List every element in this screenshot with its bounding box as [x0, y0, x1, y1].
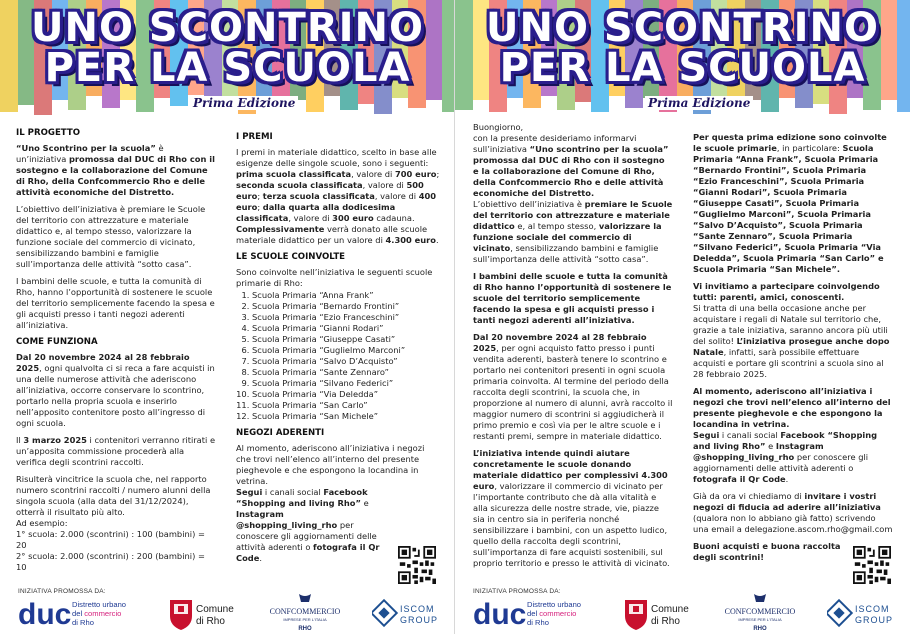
promossa-label: INIZIATIVA PROMOSSA DA:: [18, 588, 106, 595]
col2-instagram: Instagram @shopping_living_rho: [693, 441, 824, 462]
negozi-heading: NEGOZI ADERENTI: [236, 428, 325, 438]
school-list-item: 12. Scuola Primaria “San Michele”: [252, 411, 440, 422]
negozi-t2: e: [360, 498, 369, 508]
premi-total: Complessivamente verrà donato alle scuole materiale didattico per un valore di 4.300 euro.: [236, 224, 439, 245]
duc-line1: Distretto urbano: [527, 600, 582, 609]
scuole-heading: LE SCUOLE COINVOLTE: [236, 252, 346, 262]
school-list-item: 5. Scuola Primaria “Giuseppe Casati”: [252, 334, 440, 345]
conf-city: RHO: [753, 626, 767, 632]
col2-p4-bold: Al momento, aderiscono all’iniziativa i negozi che trovi nell’elenco all’interno del presente pieghevole e che espongono la locandina in vetrina.: [693, 386, 891, 429]
letter-p1-text: con la presente desideriamo informarvi sull’iniziativa: [473, 133, 637, 154]
premi-r2: seconda scuola classificata: [236, 180, 363, 190]
col2-p7-bold: Buoni acquisti e buona raccolta degli scontrini!: [693, 541, 841, 562]
col2-p5-t3: per conoscere gli aggiornamenti delle attività aderenti o: [693, 452, 869, 473]
negozi-t3: per conoscere gli aggiornamenti delle attività aderenti o: [236, 520, 377, 552]
negozi-p1: Al momento, aderiscono all’iniziativa i negozi che trovi nell’elenco all’interno del presente pieghevole e che espongono la locandina in vetrina.: [236, 443, 425, 486]
letter-p2-b2: valorizzare la funzione sociale del commercio di vicinato: [473, 221, 662, 253]
negozi-segui: Segui: [236, 487, 263, 497]
duc-line1: Distretto urbano: [72, 600, 127, 609]
title-line-1: UNO SCONTRINO: [31, 5, 424, 51]
col2-p5-t2: e: [765, 441, 776, 451]
school-list-item: 9. Scuola Primaria “Silvano Federici”: [252, 378, 440, 389]
letter-p3-bold: I bambini delle scuole e tutta la comunità di Rho hanno l’opportunità di sostenere le scuole del territorio semplicemente facendo la spesa e gli acquisti presso i tanti negozi aderenti all’iniziativa.: [473, 271, 672, 325]
rho-line1: Comune: [196, 604, 234, 615]
premi-total-text: verrà donato alle scuole materiale didattico per un valore di: [236, 224, 428, 245]
footer-right: [455, 582, 910, 634]
col2-p5-t4: .: [785, 474, 789, 484]
conf-sub: IMPRESE PER L’ITALIA: [738, 617, 782, 622]
iscom-line2: GROUP: [400, 615, 439, 625]
school-list-item: 4. Scuola Primaria “Gianni Rodari”: [252, 323, 440, 334]
progetto-p3: I bambini delle scuole, e tutta la comunità di Rho, hanno l’opportunità di sostenere le scuole del territorio semplicemente facendo la spesa e gli acquisti presso i tanti negozi aderenti all’iniziativa.: [16, 276, 215, 330]
letter-p2-b1: premiare le Scuole del territorio con attrezzature e materiale didattico: [473, 199, 673, 231]
col2-p3-t1: Si tratta di una bella occasione anche per acquistare i regali di Natale sul territorio che, grazie a tale iniziativa, saranno ancora più utili del solito!: [693, 303, 888, 346]
col2-p6-t1: Già da ora vi chiediamo di: [693, 491, 805, 501]
progetto-heading: IL PROGETTO: [16, 128, 81, 138]
premi-r4-t: , valore di: [288, 213, 333, 223]
duc-line2-b: commercio: [84, 609, 122, 618]
iscom-diamond-icon: [827, 600, 852, 625]
school-list-item: 11. Scuola Primaria “San Carlo”: [252, 400, 440, 411]
come-p2: [16, 435, 216, 468]
letter-p4: [473, 332, 673, 442]
header-band: [0, 0, 455, 118]
promossa-label: INIZIATIVA PROMOSSA DA:: [473, 588, 561, 595]
left-column-2: [236, 132, 440, 570]
letter-p2-t3: , sensibilizzando bambini e famiglie sull’importanza delle attività “sotto casa”.: [473, 243, 659, 264]
progetto-p1-name: “Uno Scontrino per la scuola”: [16, 143, 156, 153]
iscom-line1: ISCOM: [400, 604, 435, 614]
title-line-2: PER LA SCUOLA: [44, 45, 411, 91]
col2-p6-bold: invitare i vostri negozi di fiducia ad aderire all’iniziativa: [693, 491, 881, 512]
edition-label: Prima Edizione: [645, 96, 753, 110]
title-line-1: UNO SCONTRINO: [486, 5, 879, 51]
right-column-1: [473, 122, 673, 575]
title-line-2: PER LA SCUOLA: [499, 45, 866, 91]
premi-intro: I premi in materiale didattico, scelto in base alle esigenze delle singole scuole, sono i seguenti:: [236, 147, 437, 168]
right-page: [455, 0, 910, 634]
letter-p2-t1: L’obiettivo dell’iniziativa è: [473, 199, 585, 209]
premi-r4-v: 300 euro: [332, 213, 374, 223]
col2-p7: [693, 541, 843, 563]
premi-r3-t: , valore di: [374, 191, 419, 201]
header-band-right: [455, 0, 910, 118]
come-p2-pre: Il: [16, 435, 24, 445]
letter-p2-t2: e, al tempo stesso,: [514, 221, 599, 231]
col2-p6-t2: (qualora non lo abbiano già fatto) scrivendo una email a delegazione.ascom.rho@gmail.com: [693, 513, 893, 534]
school-list-item: 2. Scuola Primaria “Bernardo Frontini”: [252, 301, 440, 312]
negozi-t1: i canali social: [262, 487, 324, 497]
letter-p1: [473, 133, 673, 199]
premi-r1-v: 700 euro: [394, 169, 437, 179]
col2-p4: [693, 386, 893, 430]
duc-logo: [16, 598, 156, 630]
letter-p2: [473, 199, 673, 265]
premi-r4: dalla quarta alla dodicesima classificata: [236, 202, 396, 223]
come-p2-date: 3 marzo 2025: [23, 435, 87, 445]
premi-total-label: Complessivamente: [236, 224, 325, 234]
school-list-item: 1. Scuola Primaria “Anna Frank”: [252, 290, 440, 301]
come-p2-text: i contenitori verranno ritirati e un’apposita commissione procederà alla verifica degli scontrini raccolti.: [16, 435, 216, 467]
iscom-line2: GROUP: [855, 615, 894, 625]
confcommercio-logo: [265, 592, 345, 632]
duc-line2-a: del: [527, 609, 540, 618]
progetto-p1: [16, 143, 216, 198]
letter-p5-bold: L’iniziativa intende quindi aiutare concretamente le scuole donando materiale didattico per complessivi 4.300 euro: [473, 448, 668, 491]
col2-p5: [693, 430, 893, 485]
comune-rho-logo: [166, 596, 236, 632]
col2-p1-bold: Per questa prima edizione sono coinvolte le scuole primarie: [693, 132, 887, 153]
negozi-qr: fotografa il Qr Code: [236, 542, 380, 563]
col2-p1: [693, 132, 893, 275]
premi-r2-v: 500 euro: [236, 180, 424, 201]
school-list-item: 8. Scuola Primaria “Sante Zennaro”: [252, 367, 440, 378]
col2-p3-t2: , infatti, sarà possibile effettuare acquisti e portare gli scontrini a scuola sino al 28 febbraio 2025.: [693, 347, 884, 379]
come-heading: COME FUNZIONA: [16, 337, 98, 347]
right-column-2: [693, 132, 893, 569]
conf-city: RHO: [298, 626, 312, 632]
duc-line3: di Rho: [527, 618, 549, 627]
negozi-facebook: Facebook “Shopping and living Rho”: [236, 487, 368, 508]
come-ex1: 1° scuola: 2.000 (scontrini) : 100 (bambini) = 20: [16, 529, 205, 550]
premi-r4-end: cadauna.: [373, 213, 415, 223]
school-list-item: 6. Scuola Primaria “Guglielmo Marconi”: [252, 345, 440, 356]
progetto-p1-text: è un’iniziativa: [16, 143, 164, 164]
letter-p4-dates: Dal 20 novembre 2024 al 28 febbraio 2025: [473, 332, 647, 353]
letter-greeting: Buongiorno,: [473, 122, 524, 132]
school-list-item: 7. Scuola Primaria “Salvo D’Acquisto”: [252, 356, 440, 367]
letter-p1-bold: “Uno scontrino per la scuola” promossa dal DUC di Rho con il sostegno e la collaborazione del Comune di Rho, della Confcommercio Rho e delle attività economiche del Distretto.: [473, 144, 669, 198]
letter-p4-text: , per ogni acquisto fatto presso i punti vendita aderenti, basterà tenere lo scontrino e portarlo nei contenitori presenti in ogni scuola primaria coinvolta. Al termine del periodo della raccolta degli scontrini, la scuola che, in proporzione al numero di alunni, avrà raccolto il maggior numero di scontrini si aggiudicherà il primo premio e così via per le altre scuole e i restanti premi, sempre in materiale didattico.: [473, 343, 673, 441]
come-p1-text: , ogni qualvolta ci si reca a fare acquisti in una delle numerose attività che aderiscono all’iniziativa, occorre conservare lo scontrino, portarlo nella propria scuola e inserirlo nell’apposito contenitore posto all’ingresso di ogni scuola.: [16, 363, 215, 428]
col2-qr: fotografa il Qr Code: [693, 474, 786, 484]
conf-sub: IMPRESE PER L’ITALIA: [283, 617, 327, 622]
premi-total-value: 4.300 euro: [385, 235, 436, 245]
qr-code-icon[interactable]: [853, 546, 891, 584]
come-esempio: Ad esempio:: [16, 518, 68, 528]
progetto-p2: L’obiettivo dell’iniziativa è premiare le Scuole del territorio con attrezzature e materiale didattico e, al tempo stesso, valorizzare la funzione sociale del commercio di vicinato, sensibilizzando bambini e famiglie sull’importanza delle attività “sotto casa”.: [16, 204, 206, 269]
school-list: [236, 290, 440, 422]
scuole-intro: Sono coinvolte nell’iniziativa le seguenti scuole primarie di Rho:: [236, 267, 433, 288]
duc-line2: [527, 609, 576, 618]
col2-p3: [693, 303, 893, 380]
col2-p1-text: , in particolare:: [776, 143, 843, 153]
premi-ranks: prima scuola classificata, valore di 700 euro; seconda scuola classificata, valore di 500 euro; terza scuola classificata, valore di 400 euro; dalla quarta alla dodicesima classificata, valore di 300 euro cadauna.: [236, 169, 440, 223]
col2-segui: Segui: [693, 430, 720, 440]
premi-r1-t: , valore di: [351, 169, 395, 179]
come-ex2: 2° scuola: 2.000 (scontrini) : 200 (bambini) = 10: [16, 551, 205, 572]
negozi-t4: .: [259, 553, 262, 563]
rho-line2: di Rho: [196, 616, 225, 627]
premi-r2-t: , valore di: [362, 180, 407, 190]
duc-line2-a: del: [72, 609, 85, 618]
premi-heading: I PREMI: [236, 132, 273, 142]
duc-logo: [471, 598, 611, 630]
footer-left: [0, 582, 455, 634]
duc-line2-b: commercio: [539, 609, 577, 618]
premi-r3: terza scuola classificata: [262, 191, 375, 201]
col2-p6: [693, 491, 893, 535]
left-column-1: [16, 128, 216, 573]
conf-emblem-icon: [299, 594, 311, 602]
duc-line2: [72, 609, 121, 618]
edition-label: Prima Edizione: [190, 96, 298, 110]
iscom-logo: [827, 596, 899, 630]
col2-p2: [693, 281, 893, 303]
conf-name: CONFCOMMERCIO: [269, 607, 341, 616]
iscom-logo: [372, 596, 444, 630]
col2-p3-bold: L’iniziativa prosegue anche dopo Natale: [693, 336, 890, 357]
col2-p2-bold: Vi invitiamo a partecipare coinvolgendo tutti: parenti, amici, conoscenti.: [693, 281, 880, 302]
premi-r3-v: 400 euro: [236, 191, 437, 212]
progetto-p1-promoters: promossa dal DUC di Rho con il sostegno e la collaborazione del Comune di Rho, della Confcommercio Rho e delle attività economiche del Distretto.: [16, 154, 215, 197]
conf-name: CONFCOMMERCIO: [724, 607, 796, 616]
premi-r4-sep: ;: [257, 202, 263, 212]
come-p1-dates: Dal 20 novembre 2024 al 28 febbraio 2025: [16, 352, 190, 373]
negozi-p2: [236, 487, 386, 564]
iscom-diamond-icon: [372, 600, 397, 625]
main-title: [0, 5, 455, 91]
come-p1: [16, 352, 216, 429]
letter-p3: [473, 271, 673, 326]
duc-line3: di Rho: [72, 618, 94, 627]
comune-rho-logo: [621, 596, 691, 632]
iscom-line1: ISCOM: [855, 604, 890, 614]
rho-line2: di Rho: [651, 616, 680, 627]
col2-facebook: Facebook “Shopping and living Rho”: [693, 430, 878, 451]
confcommercio-logo: [720, 592, 800, 632]
qr-code-icon[interactable]: [398, 546, 436, 584]
premi-r1: prima scuola classificata: [236, 169, 352, 179]
negozi-instagram: Instagram @shopping_living_rho: [236, 509, 338, 530]
col2-p1-list: Scuola Primaria “Anna Frank”, Scuola Primaria “Bernardo Frontini”, Scuola Primaria “Ezio Franceschini”, Scuola Primaria “Gianni Rodari”, Scuola Primaria “Giuseppe Casati”, Scuola Primaria “Guglielmo Marconi”, Scuola Primaria “Salvo D’Acquisto”, Scuola Primaria “Sante Zennaro”, Scuola Primaria “Silvano Federici”, Scuola Primaria “Via Deledda”, Scuola Primaria “San Carlo” e Scuola Primaria “San Michele”.: [693, 143, 884, 274]
school-list-item: 10. Scuola Primaria “Via Deledda”: [252, 389, 440, 400]
letter-p5: [473, 448, 673, 569]
conf-emblem-icon: [754, 594, 766, 602]
col2-p5-t1: i canali social: [719, 430, 781, 440]
main-title-right: [455, 5, 910, 91]
duc-mark: duc: [18, 598, 72, 630]
come-p3: Risulterà vincitrice la scuola che, nel rapporto numero scontrini raccolti / numero alunni della singola scuola (alla data del 31/12/2024), otterrà il risultato più alto.: [16, 474, 211, 517]
school-list-item: 3. Scuola Primaria “Ezio Franceschini”: [252, 312, 440, 323]
letter-p5-text: , valorizzare il commercio di vicinato per l’importante contributo che dà alla vitalità e alla sicurezza delle nostre strade, vie, piazze sia in centro sia in periferia nonché sensibilizzare i bambini, con un aspetto ludico, quello della raccolta degli scontrini, sull’importanza di fare acquisti sostenibili, sul proprio territorio e presso le attività di vicinato.: [473, 481, 670, 568]
rho-line1: Comune: [651, 604, 689, 615]
duc-mark: duc: [473, 598, 527, 630]
